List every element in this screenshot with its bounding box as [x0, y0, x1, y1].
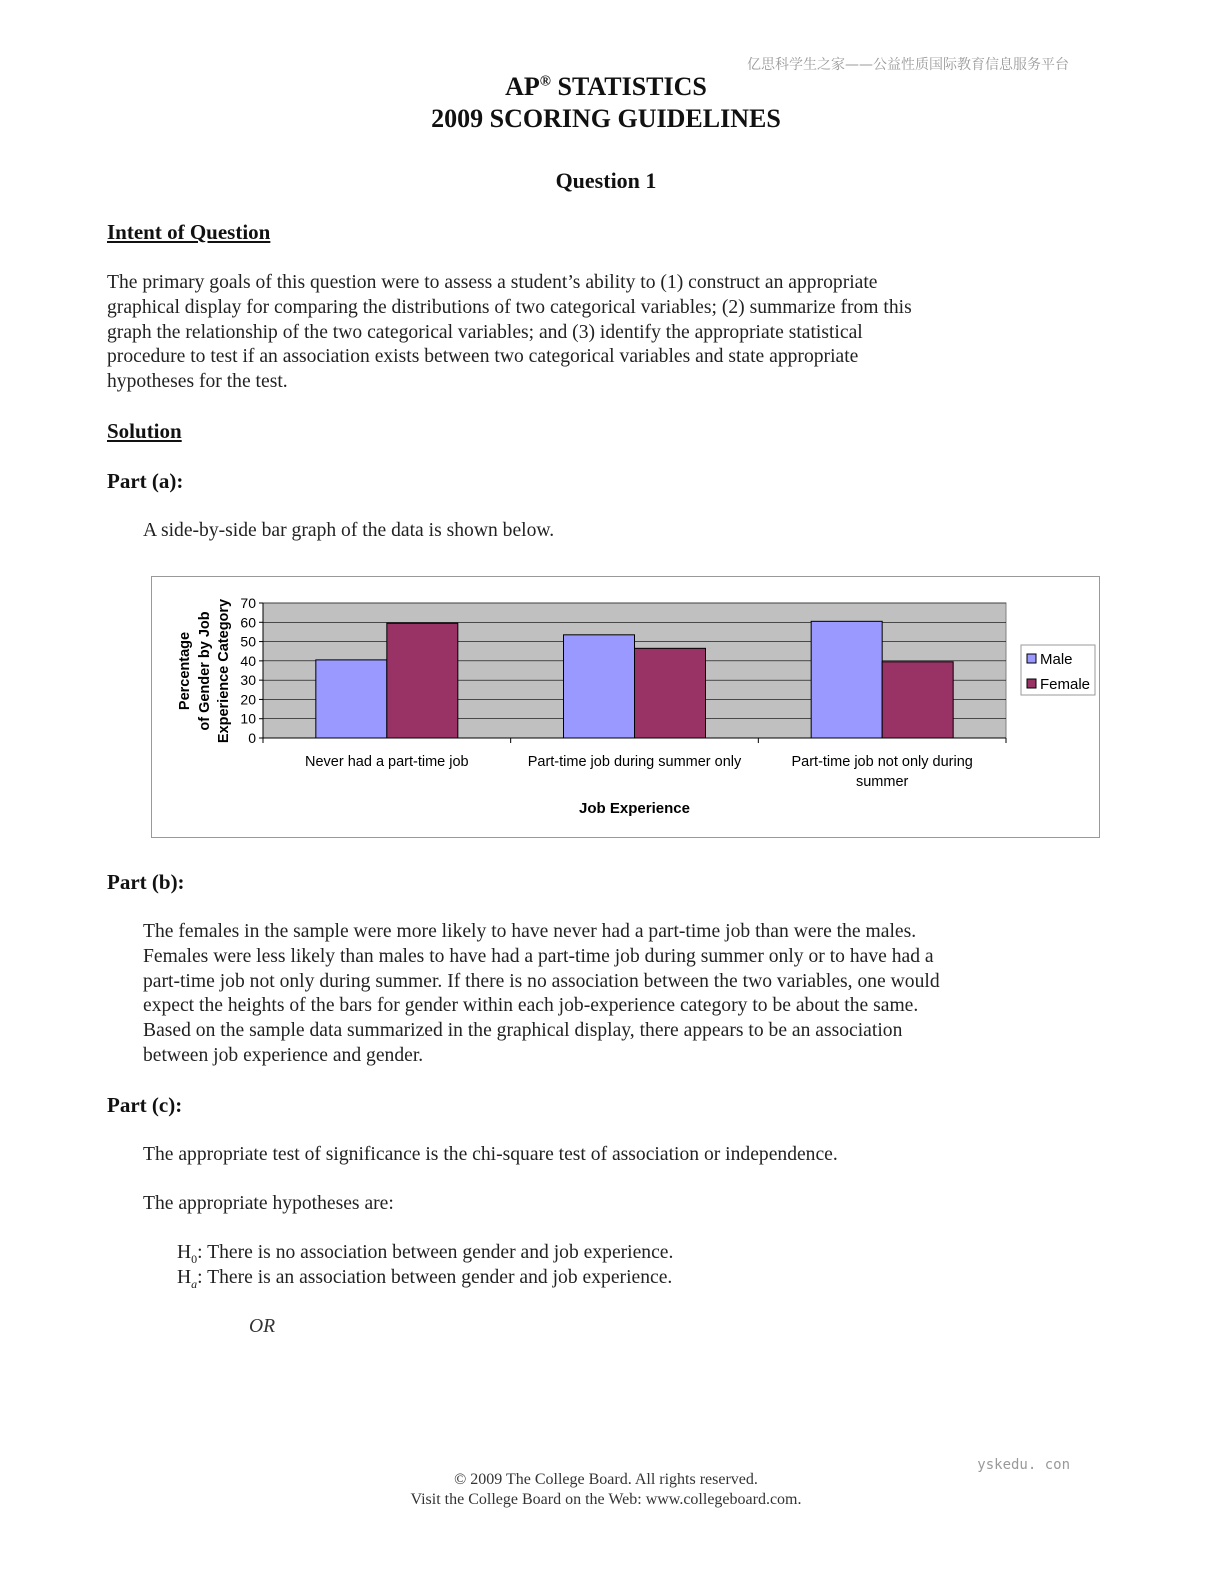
part-b-paragraph: The females in the sample were more likely to have never had a part-time job than were the males. Females were less likely than males to have had a part-time job during summer only or to have had a part-time job not only during summer. If there is no association between the two variables, one would expect the heights of the bars for gender within each job-experience category to be about the same. Based on the sample data summarized in the graphical display, there appears to be an association between job experience and gender. — [143, 921, 940, 1066]
or-label: OR — [249, 1316, 276, 1337]
y-tick-label: 50 — [240, 633, 256, 650]
footer-copyright: © 2009 The College Board. All rights reserved. — [454, 1471, 758, 1488]
part-c-text-1: The appropriate test of significance is the chi-square test of association or independence. — [143, 1144, 838, 1165]
bar-female — [387, 623, 458, 738]
footer-website: Visit the College Board on the Web: www.collegeboard.com. — [410, 1491, 802, 1508]
y-axis-title: Percentage — [177, 631, 193, 711]
bar-chart — [151, 576, 1100, 838]
y-tick-label: 0 — [248, 730, 256, 746]
x-axis-title: Job Experience — [579, 800, 690, 817]
y-tick-label: 70 — [240, 595, 256, 611]
x-category-label: Never had a part-time job — [305, 754, 469, 770]
x-category-label: summer — [855, 774, 909, 790]
bar-male — [316, 660, 387, 738]
y-axis-title: of Gender by Job — [197, 611, 213, 731]
y-tick-label: 10 — [240, 710, 256, 727]
x-category-label: Part-time job not only during — [791, 754, 973, 770]
alternative-hypothesis: $H_a$: There is an association between gender and job experience. — [177, 1267, 673, 1291]
bar-female — [882, 662, 953, 738]
intent-paragraph: The primary goals of this question were to assess a student’s ability to (1) construct an appropriate graphical display for comparing the distributions of two categorical variables; (2) summarize from this graph the relationship of the two categorical variables; and (3) identify the appropriate statistical procedure to test if an association exists between two categorical variables and state appropriate hypotheses for the test. — [107, 272, 912, 393]
bar-chart-svg — [152, 577, 1099, 837]
y-tick-label: 60 — [240, 614, 256, 631]
part-c-text-2: The appropriate hypotheses are: — [143, 1193, 394, 1214]
watermark-top: 亿思科学生之家——公益性质国际教育信息服务平台 — [747, 57, 1069, 73]
legend-label-female: Female — [1040, 676, 1091, 693]
bar-male — [564, 635, 635, 738]
part-b-heading: Part (b): — [107, 870, 185, 894]
bar-female — [635, 648, 706, 738]
part-a-heading: Part (a): — [107, 469, 184, 493]
part-a-text: A side-by-side bar graph of the data is shown below. — [143, 520, 555, 541]
intent-heading: Intent of Question — [107, 220, 271, 244]
x-category-label: Part-time job during summer only — [527, 754, 742, 770]
y-axis-title: Experience Category — [216, 598, 232, 744]
title-line-2: 2009 SCORING GUIDELINES — [431, 104, 781, 133]
watermark-bottom: yskedu. con — [977, 1457, 1070, 1473]
solution-heading: Solution — [107, 419, 182, 443]
y-tick-label: 40 — [240, 652, 256, 669]
title-line-1: AP® STATISTICS — [505, 72, 707, 101]
legend-swatch-female — [1027, 679, 1036, 688]
legend-swatch-male — [1027, 654, 1036, 663]
y-tick-label: 30 — [240, 672, 256, 689]
null-hypothesis: $H_0$: There is no association between gender and job experience. — [177, 1242, 674, 1266]
bar-male — [811, 621, 882, 738]
part-c-heading: Part (c): — [107, 1093, 183, 1117]
question-heading: Question 1 — [555, 168, 657, 193]
legend-label-male: Male — [1040, 651, 1073, 668]
y-tick-label: 20 — [240, 691, 256, 708]
